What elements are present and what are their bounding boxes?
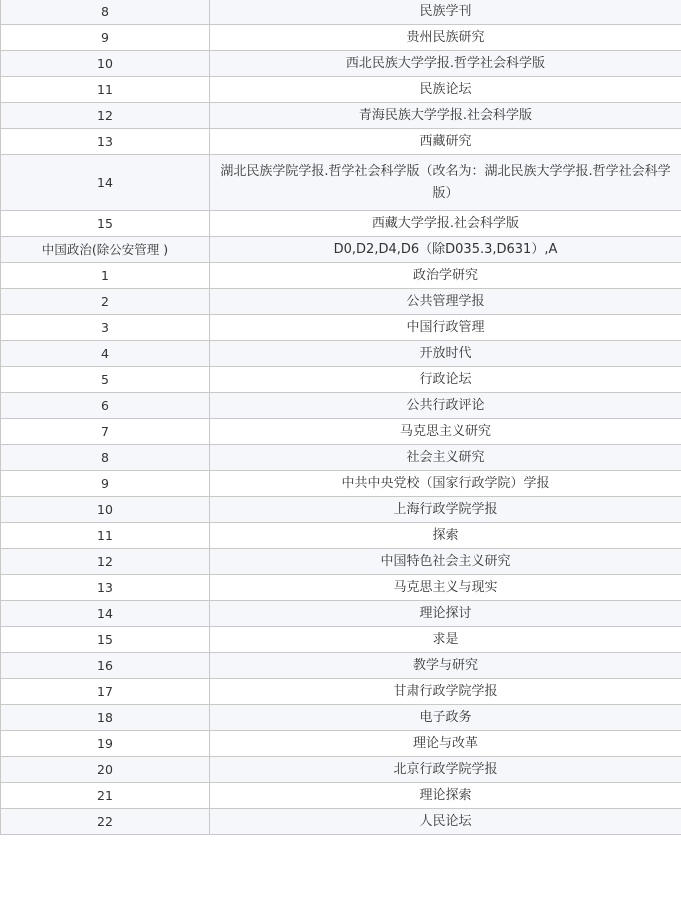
table-row — [1, 783, 681, 809]
row-number: 19 — [1, 731, 210, 757]
category-name: 中国政治(除公安管理 ) — [1, 237, 210, 263]
table-row — [1, 211, 681, 237]
journal-name: 贵州民族研究 — [210, 25, 681, 51]
table-row — [1, 25, 681, 51]
journal-name: 青海民族大学学报.社会科学版 — [210, 103, 681, 129]
table-row — [1, 627, 681, 653]
row-number: 9 — [1, 471, 210, 497]
row-number: 18 — [1, 705, 210, 731]
row-number: 2 — [1, 289, 210, 315]
journal-name: 行政论坛 — [210, 367, 681, 393]
row-number: 20 — [1, 757, 210, 783]
journal-name: 中共中央党校（国家行政学院）学报 — [210, 471, 681, 497]
row-number: 5 — [1, 367, 210, 393]
journal-name: 中国行政管理 — [210, 315, 681, 341]
table-row — [1, 679, 681, 705]
journal-name: 甘肃行政学院学报 — [210, 679, 681, 705]
table-row — [1, 289, 681, 315]
table-row — [1, 809, 681, 835]
row-number: 16 — [1, 653, 210, 679]
journal-name: 北京行政学院学报 — [210, 757, 681, 783]
journal-name: 民族学刊 — [210, 0, 681, 25]
table-row — [1, 575, 681, 601]
row-number: 11 — [1, 523, 210, 549]
journal-name: 民族论坛 — [210, 77, 681, 103]
category-row — [1, 237, 681, 263]
journal-name: 理论探索 — [210, 783, 681, 809]
table-row — [1, 103, 681, 129]
journal-name: 湖北民族学院学报.哲学社会科学版（改名为：湖北民族大学学报.哲学社会科学版） — [210, 155, 681, 211]
journal-name: 理论探讨 — [210, 601, 681, 627]
row-number: 9 — [1, 25, 210, 51]
row-number: 22 — [1, 809, 210, 835]
table-row — [1, 549, 681, 575]
table-row — [1, 0, 681, 25]
row-number: 13 — [1, 575, 210, 601]
journal-name: 电子政务 — [210, 705, 681, 731]
table-row — [1, 601, 681, 627]
journal-name: 政治学研究 — [210, 263, 681, 289]
row-number: 4 — [1, 341, 210, 367]
row-number: 12 — [1, 549, 210, 575]
row-number: 6 — [1, 393, 210, 419]
table-row — [1, 155, 681, 211]
journal-name: 公共管理学报 — [210, 289, 681, 315]
journal-name: 西藏大学学报.社会科学版 — [210, 211, 681, 237]
row-number: 21 — [1, 783, 210, 809]
journal-name: 求是 — [210, 627, 681, 653]
journal-name: 西北民族大学学报.哲学社会科学版 — [210, 51, 681, 77]
table-row — [1, 393, 681, 419]
table-row — [1, 367, 681, 393]
row-number: 14 — [1, 155, 210, 211]
journal-name: 社会主义研究 — [210, 445, 681, 471]
table-row — [1, 77, 681, 103]
table-row — [1, 51, 681, 77]
table-row — [1, 731, 681, 757]
row-number: 8 — [1, 445, 210, 471]
journal-name: 马克思主义与现实 — [210, 575, 681, 601]
row-number: 10 — [1, 51, 210, 77]
table-row — [1, 705, 681, 731]
row-number: 13 — [1, 129, 210, 155]
journal-name: 教学与研究 — [210, 653, 681, 679]
table-row — [1, 341, 681, 367]
row-number: 14 — [1, 601, 210, 627]
journal-name: 开放时代 — [210, 341, 681, 367]
row-number: 8 — [1, 0, 210, 25]
table-row — [1, 471, 681, 497]
row-number: 12 — [1, 103, 210, 129]
table-row — [1, 497, 681, 523]
table-row — [1, 419, 681, 445]
journal-name: 西藏研究 — [210, 129, 681, 155]
table-row — [1, 523, 681, 549]
category-codes: D0,D2,D4,D6（除D035.3,D631）,A — [210, 237, 681, 263]
table-row — [1, 263, 681, 289]
journal-name: 人民论坛 — [210, 809, 681, 835]
table-row — [1, 129, 681, 155]
table-row — [1, 757, 681, 783]
journal-name: 上海行政学院学报 — [210, 497, 681, 523]
row-number: 3 — [1, 315, 210, 341]
journal-name: 公共行政评论 — [210, 393, 681, 419]
table-row — [1, 653, 681, 679]
row-number: 1 — [1, 263, 210, 289]
row-number: 15 — [1, 211, 210, 237]
row-number: 17 — [1, 679, 210, 705]
row-number: 15 — [1, 627, 210, 653]
row-number: 7 — [1, 419, 210, 445]
journal-name: 马克思主义研究 — [210, 419, 681, 445]
journal-name: 理论与改革 — [210, 731, 681, 757]
row-number: 11 — [1, 77, 210, 103]
table-row — [1, 445, 681, 471]
journal-name: 探索 — [210, 523, 681, 549]
table-row — [1, 315, 681, 341]
row-number: 10 — [1, 497, 210, 523]
journal-name: 中国特色社会主义研究 — [210, 549, 681, 575]
